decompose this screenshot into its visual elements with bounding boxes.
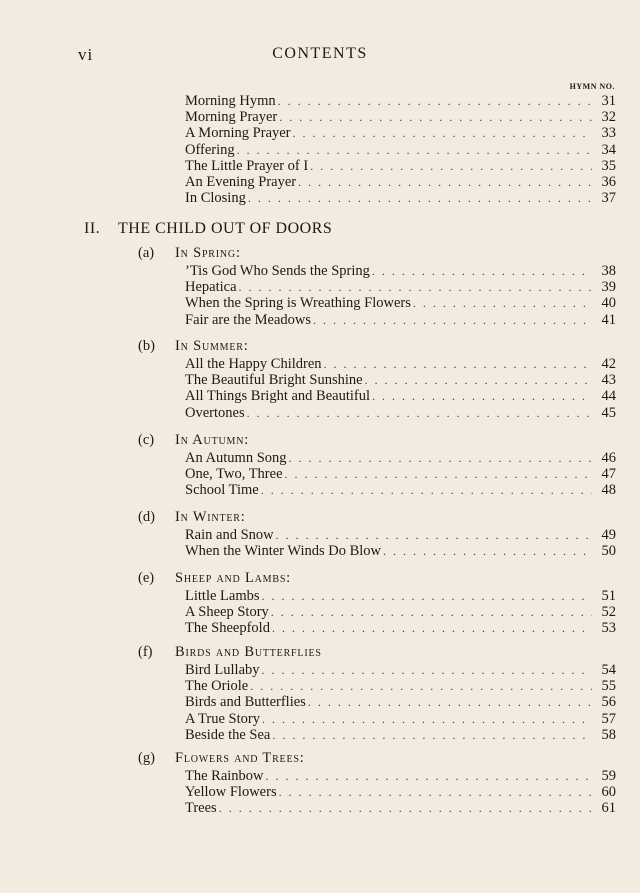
entry-title: Fair are the Meadows: [185, 311, 312, 328]
toc-entry: [185, 711, 616, 727]
page-number: vi: [78, 45, 94, 64]
hymn-number: 53: [601, 620, 616, 637]
hymn-number: 44: [601, 388, 616, 405]
toc-entry: [185, 604, 616, 620]
toc-entry: [185, 109, 616, 125]
dot-leader: [276, 527, 592, 543]
dot-leader: [250, 678, 592, 694]
subsection-title: Birds and Butterflies: [175, 644, 322, 660]
dot-leader: [272, 620, 592, 636]
hymn-number: 32: [601, 109, 616, 126]
subsection-title: In Autumn:: [175, 432, 250, 448]
toc-entry: [185, 93, 616, 109]
entry-title: All the Happy Children: [185, 356, 322, 372]
section-title: THE CHILD OUT OF DOORS: [118, 220, 333, 237]
hymn-number: 51: [601, 588, 616, 604]
toc-entry: [185, 527, 616, 543]
dot-leader: [262, 588, 593, 604]
entry-title: Bird Lullaby: [185, 662, 260, 678]
subsection-letter: (e): [138, 570, 155, 586]
section-heading: [84, 220, 332, 238]
dot-leader: [237, 142, 592, 158]
hymn-number: 31: [601, 93, 616, 109]
dot-leader: [271, 604, 592, 620]
dot-leader: [324, 356, 592, 372]
dot-leader: [308, 694, 592, 710]
entry-title: Beside the Sea: [185, 726, 271, 743]
entry-title: An Evening Prayer: [185, 174, 297, 190]
entry-title: The Oriole: [185, 678, 249, 695]
toc-entry: [185, 543, 616, 559]
toc-entry: [185, 142, 616, 158]
hymn-number: 55: [601, 678, 616, 695]
hymn-number: 50: [601, 543, 616, 560]
toc-entry: [185, 482, 616, 498]
dot-leader: [372, 388, 592, 404]
dot-leader: [293, 125, 592, 141]
entry-title: School Time: [185, 482, 259, 499]
hymn-number: 37: [601, 190, 616, 207]
hymn-number: 40: [601, 295, 616, 312]
hymn-number: 49: [601, 527, 616, 543]
entry-title: When the Spring is Wreathing Flowers: [185, 295, 411, 312]
subsection-letter: (c): [138, 432, 155, 448]
subsection-title: Sheep and Lambs:: [175, 570, 292, 586]
hymn-number: 43: [601, 372, 616, 389]
dot-leader: [285, 466, 592, 482]
toc-entry: [185, 800, 616, 816]
toc-entry: [185, 388, 616, 404]
subsection-letter: (a): [138, 245, 155, 261]
page-title: CONTENTS: [272, 45, 368, 62]
toc-entry: [185, 190, 616, 206]
hymn-number: 58: [601, 726, 616, 743]
entry-title: Little Lambs: [185, 588, 260, 604]
entry-title: A Morning Prayer: [185, 125, 291, 142]
subsection-heading: [138, 750, 305, 767]
hymn-number: 54: [601, 662, 616, 678]
hymn-number: 56: [601, 694, 616, 711]
dot-leader: [239, 279, 592, 295]
toc-entry: [185, 768, 616, 784]
entry-title: Yellow Flowers: [185, 784, 277, 801]
toc-entry: [185, 158, 616, 174]
dot-leader: [289, 450, 592, 466]
subsection-title: Flowers and Trees:: [175, 750, 305, 766]
hymn-number: 34: [601, 141, 616, 158]
dot-leader: [262, 711, 592, 727]
dot-leader: [261, 482, 592, 498]
hymn-number: 35: [601, 157, 616, 174]
entry-title: Morning Prayer: [185, 109, 278, 126]
subsection-title: In Spring:: [175, 245, 241, 261]
toc-entry: [185, 356, 616, 372]
dot-leader: [365, 372, 592, 388]
dot-leader: [310, 158, 592, 174]
subsection-heading: [138, 570, 291, 587]
entry-title: Birds and Butterflies: [185, 694, 306, 711]
hymn-number: 47: [601, 466, 616, 483]
entry-title: The Rainbow: [185, 768, 264, 784]
dot-leader: [279, 109, 592, 125]
toc-entry: [185, 405, 616, 421]
hymn-number: 46: [601, 450, 616, 466]
subsection-heading: [138, 245, 241, 262]
entry-title: Rain and Snow: [185, 527, 274, 543]
subsection-letter: (f): [138, 644, 153, 660]
hymn-number: 61: [601, 800, 616, 817]
subsection-title: In Summer:: [175, 338, 249, 354]
toc-entry: [185, 372, 616, 388]
entry-title: Hepatica: [185, 279, 237, 296]
toc-entry: [185, 466, 616, 482]
dot-leader: [383, 543, 592, 559]
toc-entry: [185, 174, 616, 190]
entry-title: ’Tis God Who Sends the Spring: [185, 263, 370, 279]
entry-title: In Closing: [185, 190, 246, 207]
dot-leader: [266, 768, 592, 784]
toc-entry: [185, 312, 616, 328]
toc-entry: [185, 125, 616, 141]
entry-title: The Sheepfold: [185, 620, 270, 637]
dot-leader: [372, 263, 592, 279]
entry-title: Overtones: [185, 404, 245, 421]
toc-entry: [185, 662, 616, 678]
subsection-heading: [138, 432, 249, 449]
toc-entry: [185, 727, 616, 743]
subsection-heading: [138, 338, 249, 355]
entry-title: When the Winter Winds Do Blow: [185, 543, 382, 560]
subsection-title: In Winter:: [175, 509, 246, 525]
subsection-heading: [138, 644, 322, 661]
section-number: II.: [84, 220, 101, 237]
subsection-letter: (b): [138, 338, 155, 354]
subsection-letter: (g): [138, 750, 155, 766]
subsection-letter: (d): [138, 509, 155, 525]
hymn-number: 36: [601, 174, 616, 190]
hymn-number: 59: [601, 768, 616, 784]
toc-entry: [185, 784, 616, 800]
dot-leader: [278, 93, 592, 109]
entry-title: All Things Bright and Beautiful: [185, 388, 370, 405]
entry-title: The Little Prayer of I: [185, 157, 309, 174]
toc-entry: [185, 450, 616, 466]
entry-title: A Sheep Story: [185, 604, 269, 621]
dot-leader: [262, 662, 592, 678]
entry-title: An Autumn Song: [185, 450, 287, 466]
entry-title: A True Story: [185, 710, 260, 727]
entry-title: The Beautiful Bright Sunshine: [185, 372, 363, 389]
entry-title: One, Two, Three: [185, 466, 283, 483]
dot-leader: [279, 784, 592, 800]
dot-leader: [313, 312, 592, 328]
hymn-number: 52: [601, 604, 616, 621]
dot-leader: [272, 727, 592, 743]
entry-title: Trees: [185, 800, 217, 817]
hymn-number-column-label: HYMN NO.: [569, 82, 615, 91]
toc-entry: [185, 694, 616, 710]
toc-entry: [185, 678, 616, 694]
dot-leader: [298, 174, 592, 190]
dot-leader: [413, 295, 592, 311]
subsection-heading: [138, 509, 246, 526]
toc-entry: [185, 263, 616, 279]
dot-leader: [248, 190, 592, 206]
hymn-number: 48: [601, 482, 616, 499]
hymn-number: 57: [601, 710, 616, 727]
toc-entry: [185, 620, 616, 636]
toc-entry: [185, 279, 616, 295]
hymn-number: 33: [601, 125, 616, 142]
dot-leader: [247, 405, 592, 421]
entry-title: Morning Hymn: [185, 93, 276, 109]
hymn-number: 45: [601, 404, 616, 421]
hymn-number: 42: [601, 356, 616, 372]
dot-leader: [219, 800, 592, 816]
toc-entry: [185, 588, 616, 604]
hymn-number: 41: [601, 311, 616, 328]
hymn-number: 38: [601, 263, 616, 279]
toc-entry: [185, 295, 616, 311]
hymn-number: 39: [601, 279, 616, 296]
entry-title: Offering: [185, 141, 235, 158]
hymn-number: 60: [601, 784, 616, 801]
